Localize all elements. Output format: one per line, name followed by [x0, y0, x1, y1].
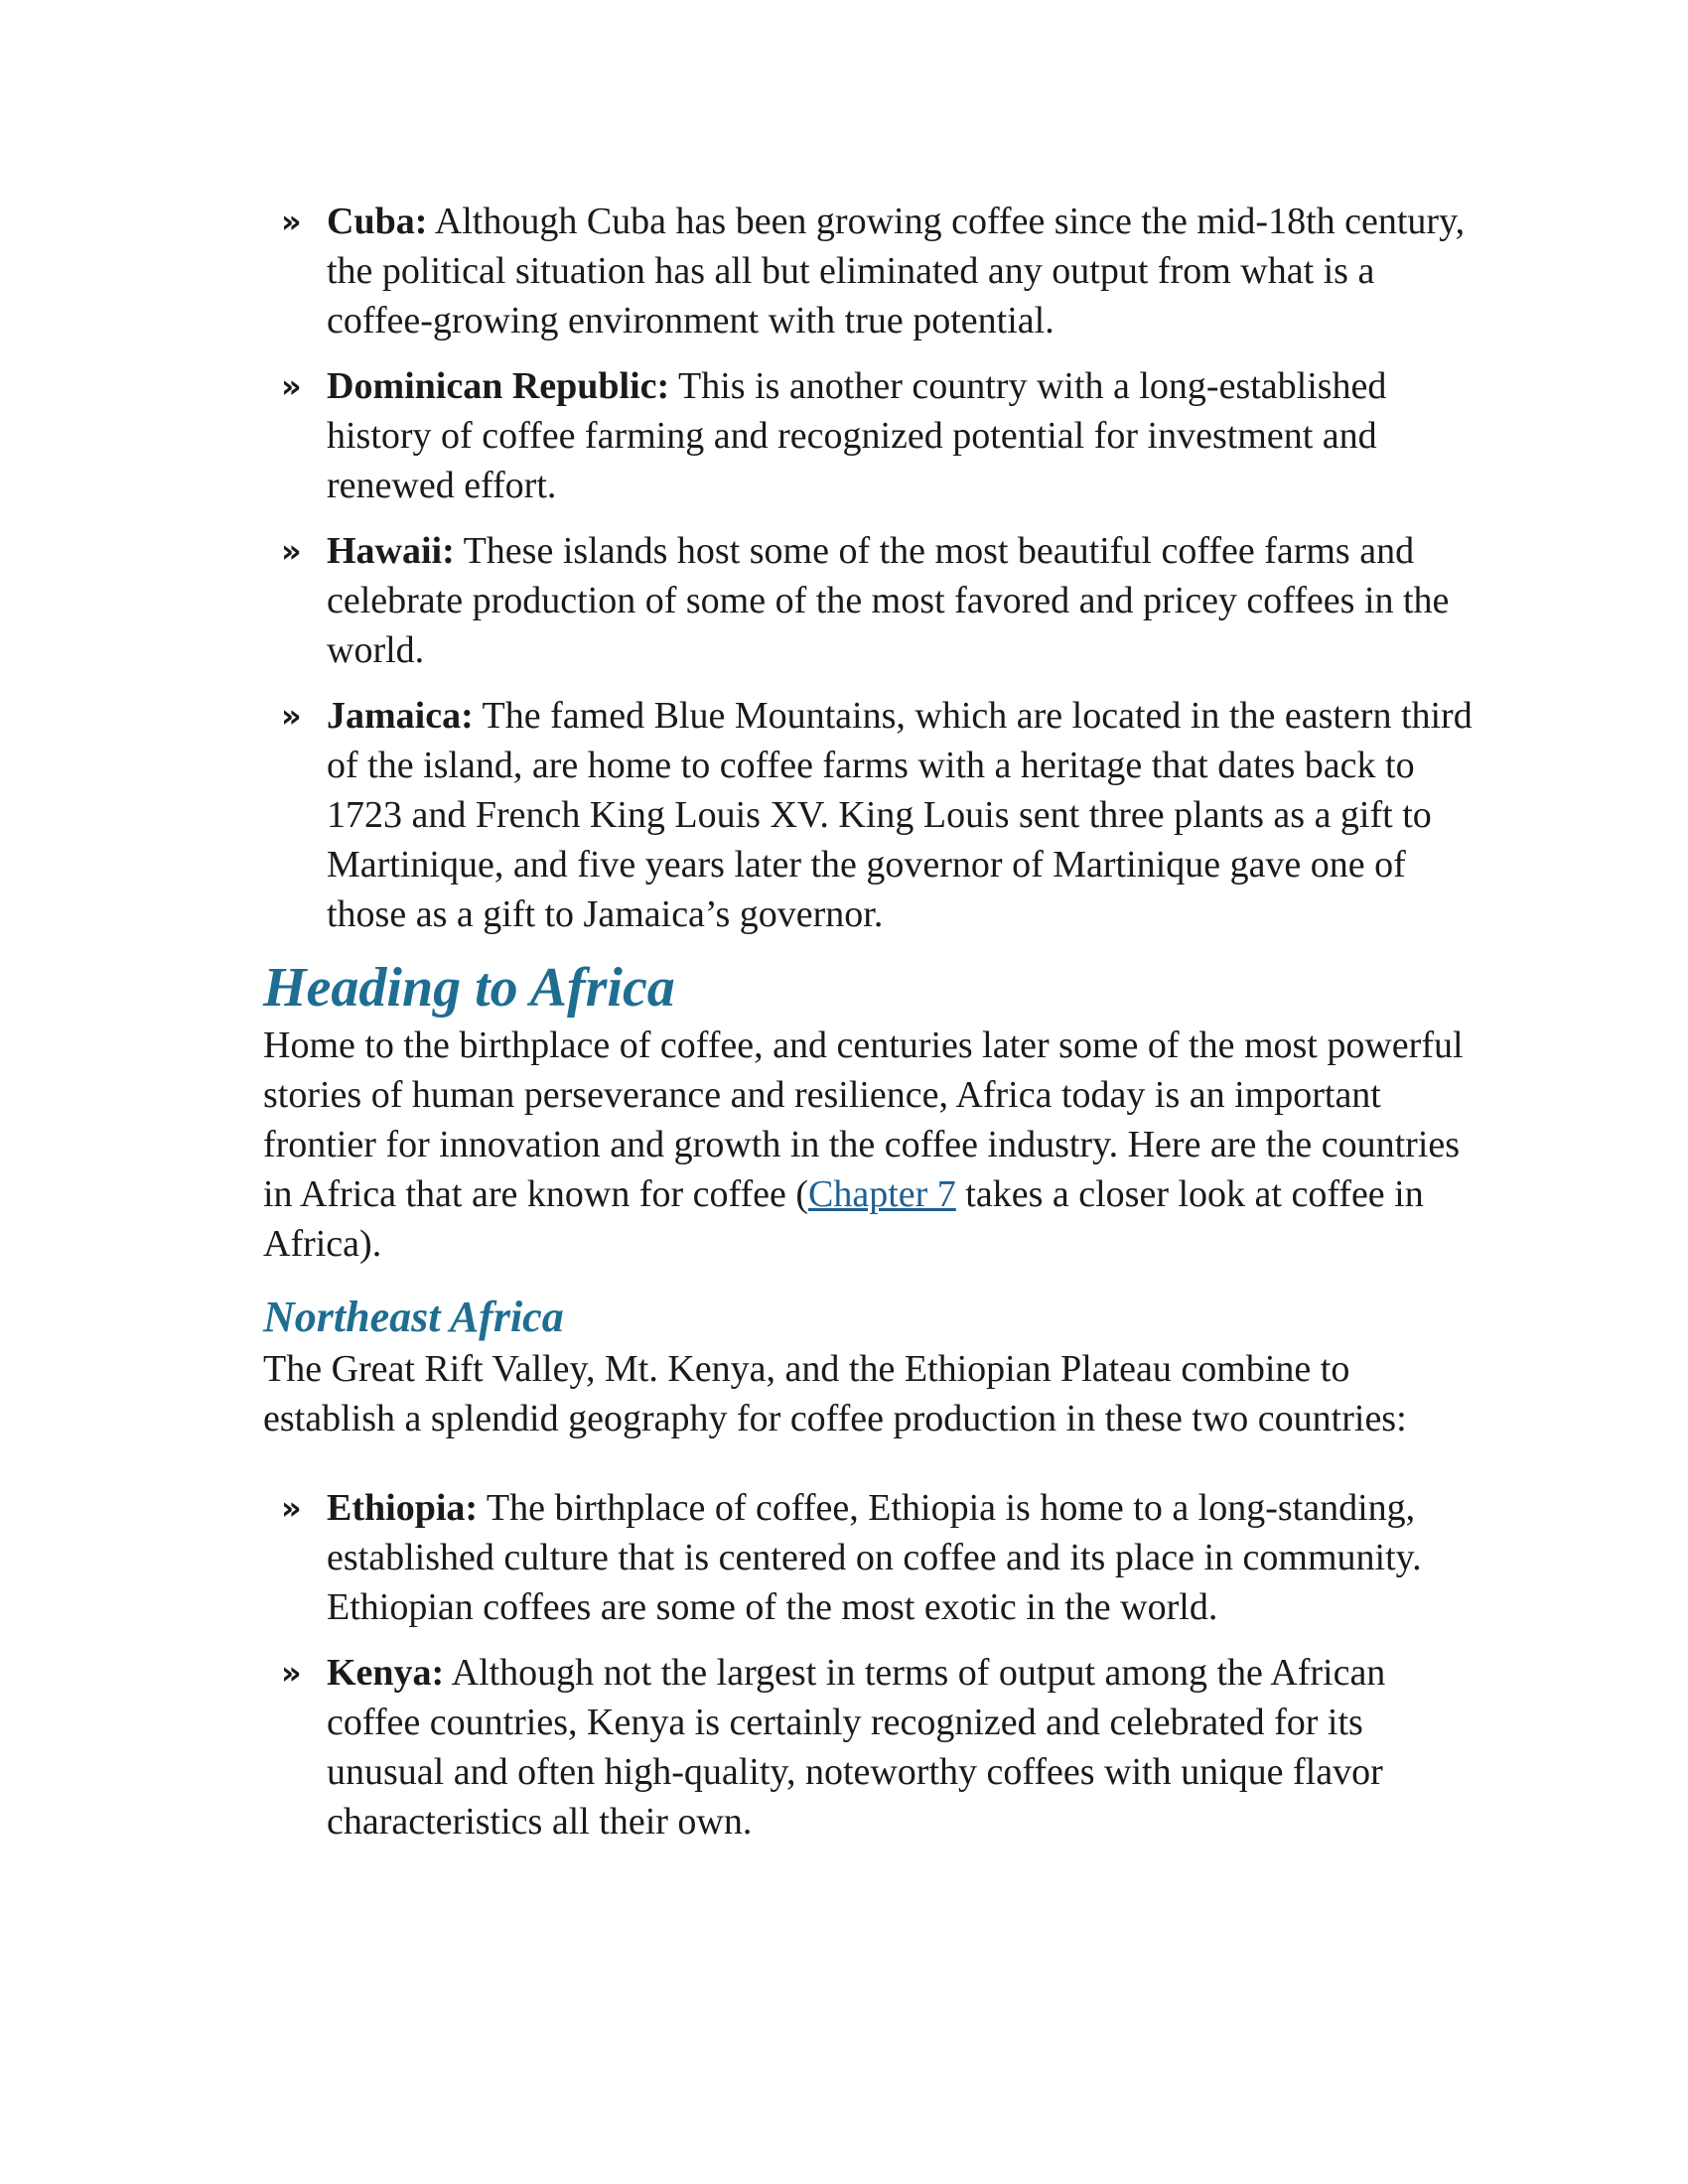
desc-ethiopia: The birthplace of coffee, Ethiopia is home to a long-standing, established culture that is centered on coffee and its place in community. Ethiopian coffees are some of the most exotic in the world.: [327, 1487, 1422, 1628]
term-kenya: Kenya:: [327, 1652, 445, 1694]
desc-cuba: Although Cuba has been growing coffee since the mid-18th century, the political situation has all but eliminated any output from what is a coffee-growing environment with true potential.: [327, 201, 1466, 341]
intro-text-after-link: takes a closer look at coffee in Africa).: [263, 1173, 1424, 1265]
intro-text-before-link: Home to the birthplace of coffee, and centuries later some of the most powerful stories of human perseverance and resilience, Africa today is an important frontier for innovation and growth in the coffee industry. Here are the countries in Africa that are known for coffee (: [263, 1024, 1464, 1215]
desc-hawaii: These islands host some of the most beautiful coffee farms and celebrate production of some of the most favored and pricey coffees in the world.: [327, 530, 1450, 671]
desc-dominican-republic: This is another country with a long-established history of coffee farming and recognized potential for investment and renewed effort.: [327, 365, 1387, 506]
double-chevron-icon: »: [281, 1489, 298, 1527]
caribbean-country-list: [263, 197, 1484, 939]
desc-kenya: Although not the largest in terms of output among the African coffee countries, Kenya is certainly recognized and celebrated for its unusual and often high-quality, noteworthy coffees with unique flavor characteristics all their own.: [327, 1652, 1386, 1843]
section-intro: [263, 1021, 1484, 1269]
term-jamaica: Jamaica:: [327, 695, 474, 737]
double-chevron-icon: »: [281, 367, 298, 405]
document-page: [263, 197, 1484, 1862]
term-cuba: Cuba:: [327, 201, 428, 242]
list-item-hawaii: [263, 526, 1484, 675]
term-ethiopia: Ethiopia:: [327, 1487, 479, 1529]
term-dominican-republic: Dominican Republic:: [327, 365, 670, 407]
northeast-africa-country-list: [263, 1483, 1484, 1846]
spacer: [263, 1443, 1484, 1483]
desc-jamaica: The famed Blue Mountains, which are located in the eastern third of the island, are home to coffee farms with a heritage that dates back to 1723 and French King Louis XV. King Louis sent three plants as a gift to Martinique, and five years later the governor of Martinique gave one of those as a gift to Jamaica’s governor.: [327, 695, 1473, 935]
double-chevron-icon: »: [281, 1654, 298, 1692]
double-chevron-icon: »: [281, 697, 298, 735]
subsection-intro: The Great Rift Valley, Mt. Kenya, and the Ethiopian Plateau combine to establish a splendid geography for coffee production in these two countries:: [263, 1348, 1407, 1439]
subsection-heading: Northeast Africa: [263, 1293, 564, 1341]
term-hawaii: Hawaii:: [327, 530, 455, 572]
list-item-kenya: [263, 1648, 1484, 1846]
section-heading: Heading to Africa: [263, 957, 675, 1019]
list-item-dominican-republic: [263, 361, 1484, 510]
chapter-7-link[interactable]: Chapter 7: [808, 1173, 956, 1215]
list-item-ethiopia: [263, 1483, 1484, 1632]
double-chevron-icon: »: [281, 532, 298, 570]
double-chevron-icon: »: [281, 203, 298, 240]
list-item-cuba: [263, 197, 1484, 345]
list-item-jamaica: [263, 691, 1484, 939]
